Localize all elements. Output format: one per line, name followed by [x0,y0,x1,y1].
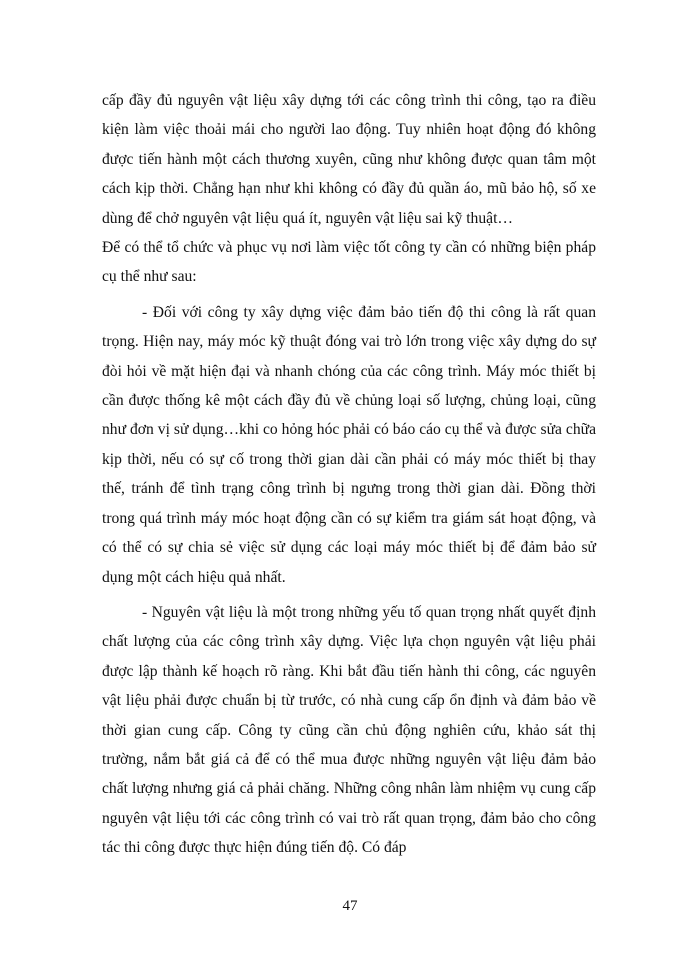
body-text [102,86,596,863]
bullet-paragraph-materials: - Nguyên vật liệu là một trong những yếu tố quan trọng nhất quyết định chất lượng của các công trình xây dựng. Việc lựa chọn nguyên vật liệu phải được lập thành kế hoạch rõ ràng. Khi bắt đầu tiến hành thi công, các nguyên vật liệu phải được chuẩn bị từ trước, có nhà cung cấp ổn định và đảm bảo về thời gian cung cấp. Công ty cũng cần chủ động nghiên cứu, khảo sát thị trường, nắm bắt giá cả để có thể mua được những nguyên vật liệu đảm bảo chất lượng nhưng giá cả phải chăng. Những công nhân làm nhiệm vụ cung cấp nguyên vật liệu tới các công trình có vai trò rất quan trọng, đảm bảo cho công tác thi công được thực hiện đúng tiến độ. Có đáp [102,603,596,857]
bullet-paragraph-machinery: - Đối với công ty xây dựng việc đảm bảo tiến độ thi công là rất quan trọng. Hiện nay, máy móc kỹ thuật đóng vai trò lớn trong việc xây dựng do sự đòi hỏi về mặt hiện đại và nhanh chóng của các công trình. Máy móc thiết bị cần được thống kê một cách đầy đủ về chủng loại số lượng, chủng loại, cũng như đơn vị sử dụng…khi co hỏng hóc phải có báo cáo cụ thể và được sửa chữa kịp thời, nếu có sự cố trong thời gian dài cần phải có máy móc thiết bị thay thế, tránh để tình trạng công trình bị ngưng trong thời gian dài. Đồng thời trong quá trình máy móc hoạt động cần có sự kiểm tra giám sát hoạt động, và có thể có sự chia sẻ việc sử dụng các loại máy móc thiết bị để đảm bảo sử dụng một cách hiệu quả nhất. [102,303,596,586]
paragraph-intro: Để có thể tổ chức và phục vụ nơi làm việc tốt công ty cần có những biện pháp cụ thể như sau: [102,239,596,286]
paragraph-continuation: cấp đầy đủ nguyên vật liệu xây dựng tới các công trình thi công, tạo ra điều kiện làm việc thoải mái cho người lao động. Tuy nhiên hoạt động đó không được tiến hành một cách thương xuyên, cũng như không được quan tâm một cách kịp thời. Chẳng hạn như khi không có đầy đủ quần áo, mũ bảo hộ, số xe dùng để chở nguyên vật liệu quá ít, nguyên vật liệu sai kỹ thuật… [102,92,596,227]
page-number: 47 [342,898,358,914]
